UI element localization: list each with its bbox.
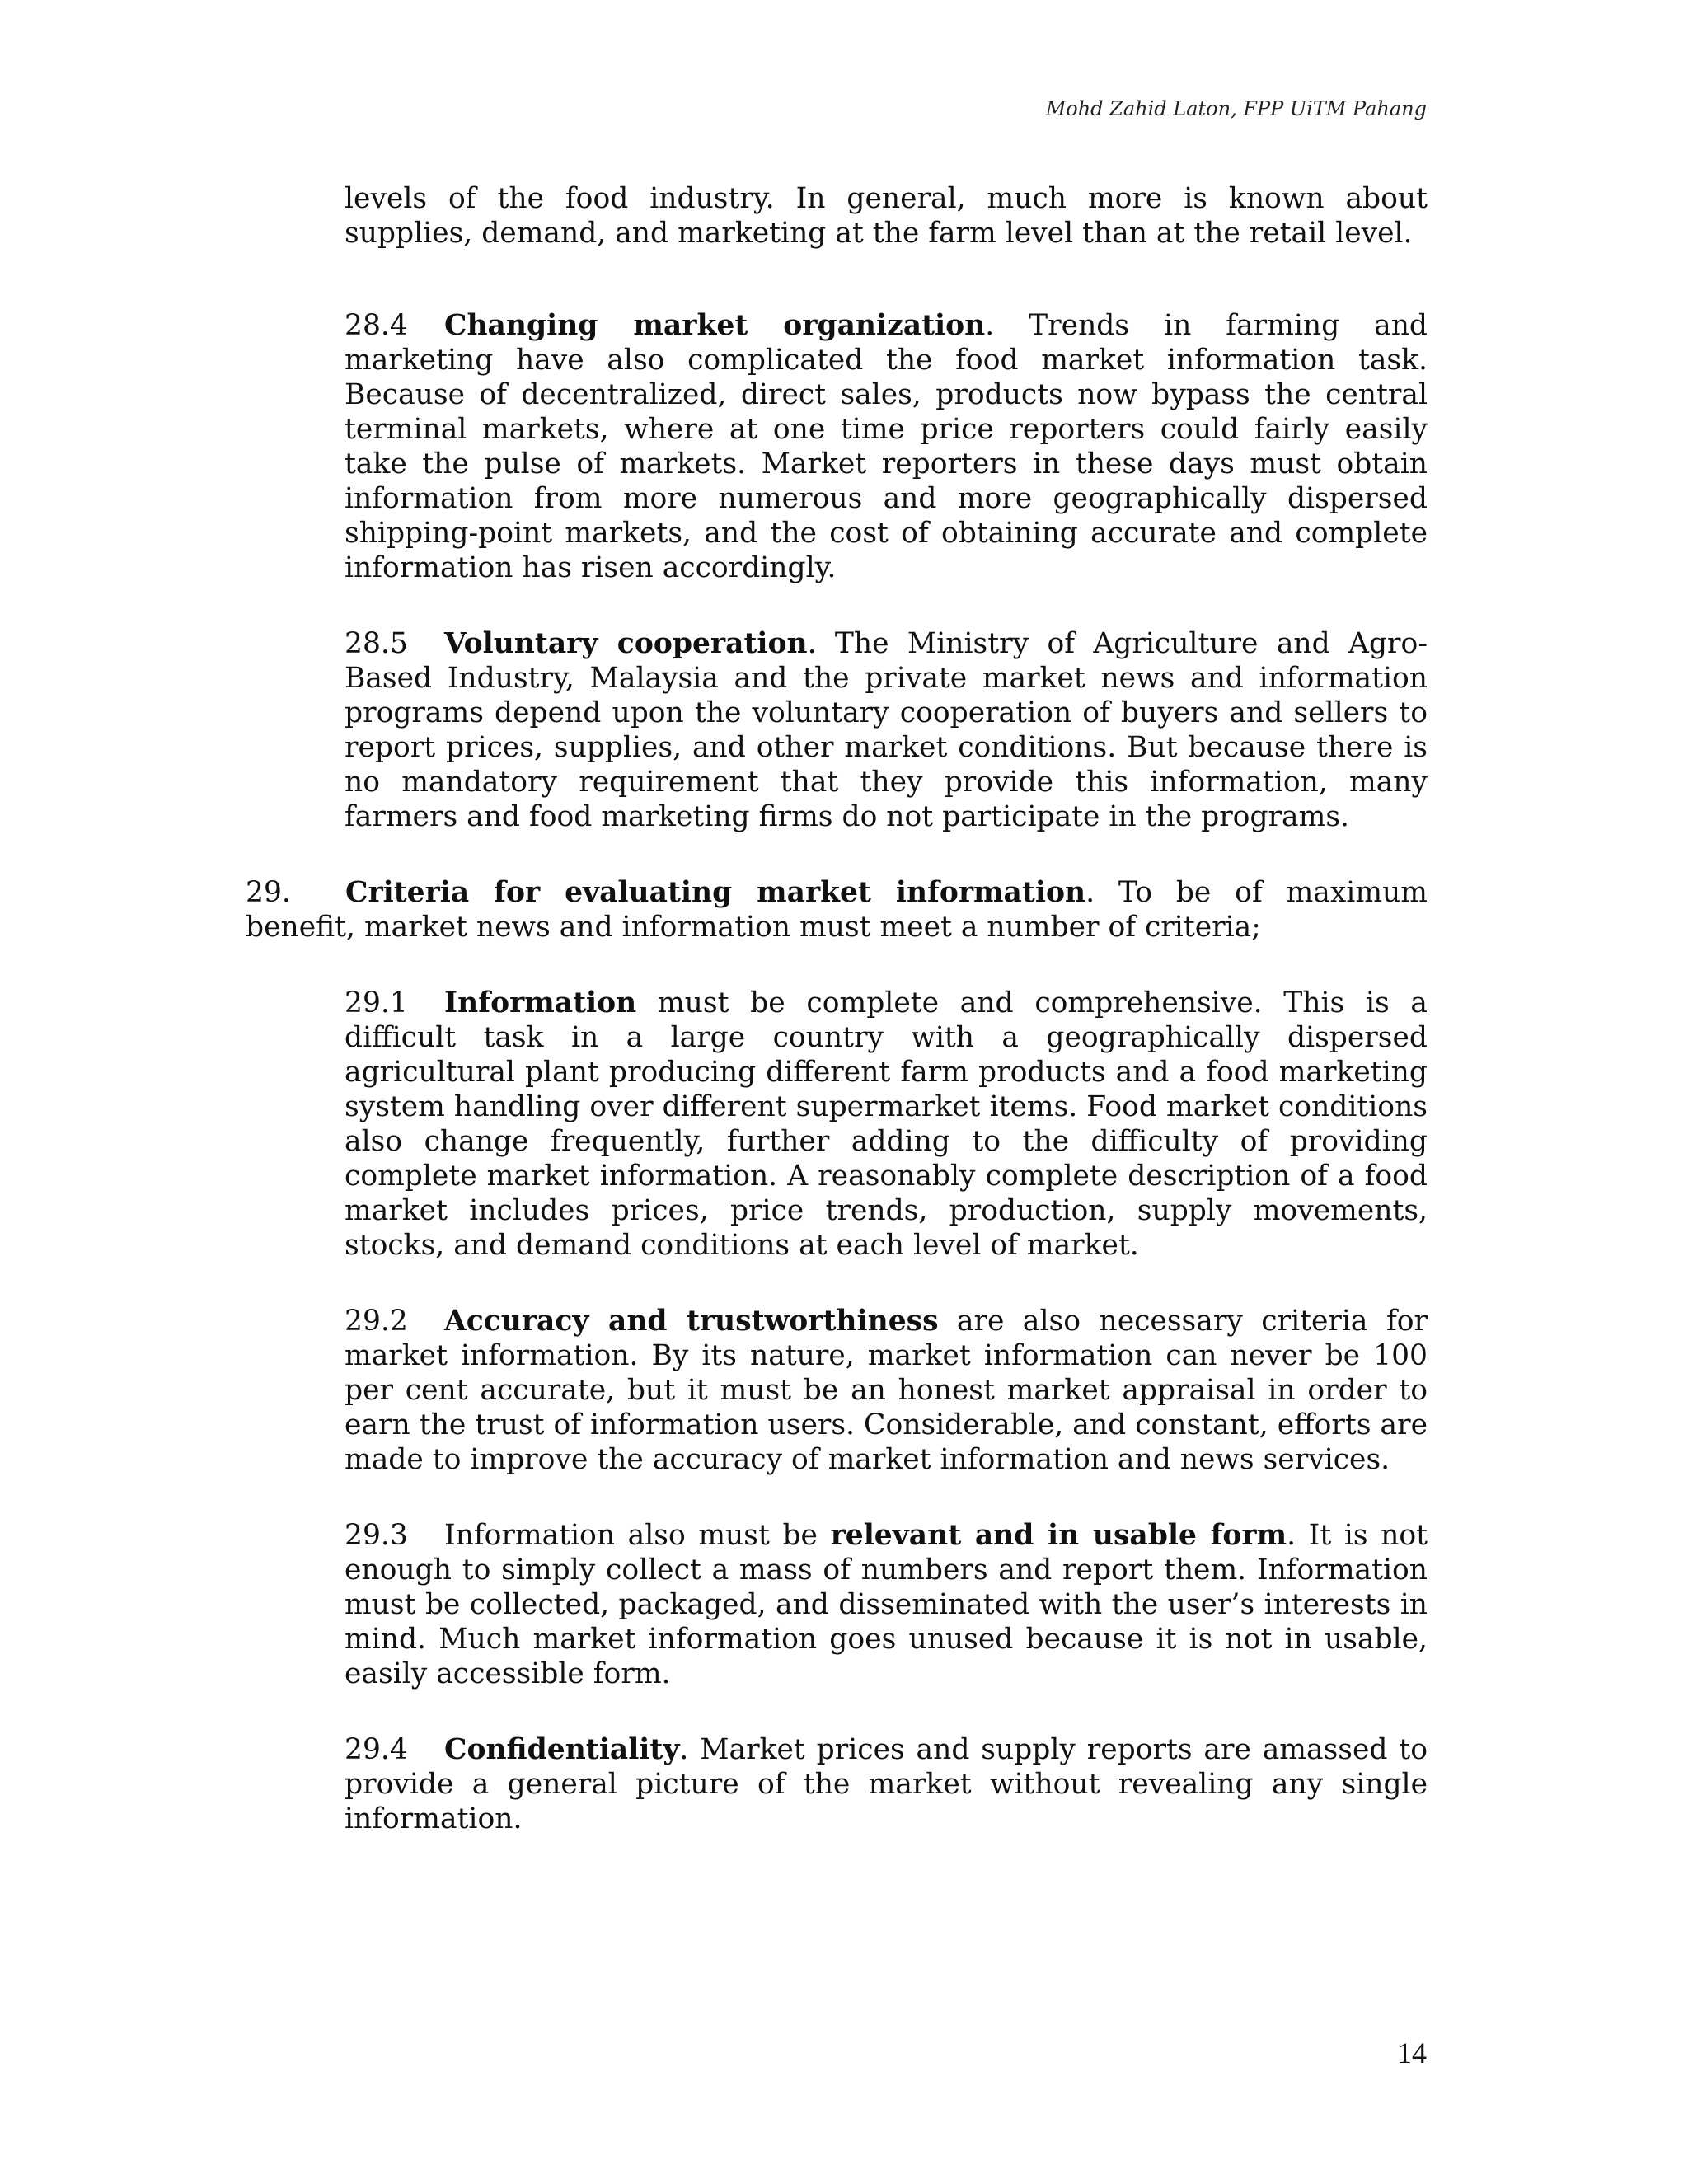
section-title: Changing market organization [444,309,986,342]
paragraph-29-4 [345,1732,1428,1836]
section-title: Information [444,987,637,1019]
section-number: 29.3 [345,1519,408,1552]
paragraph-text: . Market prices and supply reports are amassed to provide a general picture of the market without revealing any single information. [345,1733,1428,1835]
section-title: Confidentiality [444,1733,680,1766]
paragraph-29-1 [345,986,1428,1263]
paragraph-text: . Trends in farming and marketing have also complicated the food market information task. Because of decentralized, direct sales, products now bypass the central terminal markets, where at one time price reporters could fairly easily take the pulse of markets. Market reporters in these days must obtain information from more numerous and more geographically dispersed shipping-point markets, and the cost of obtaining accurate and complete information has risen accordingly. [345,309,1428,584]
paragraph-29 [246,875,1428,944]
section-title: relevant and in usable form [830,1519,1287,1552]
section-number: 29.4 [345,1733,408,1766]
section-number: 29. [246,876,291,909]
paragraph-29-2 [345,1304,1428,1477]
paragraph-29-3 [345,1518,1428,1691]
paragraph-lead-text: Information also must be [444,1519,831,1552]
running-header: Mohd Zahid Laton, FPP UiTM Pahang [1045,97,1427,120]
section-title: Criteria for evaluating market information [345,876,1086,909]
paragraph-text: . To be of maximum benefit, market news and information must meet a number of criteria; [246,876,1428,944]
paragraph-intro [345,181,1428,251]
section-number: 28.4 [345,309,408,342]
section-number: 29.1 [345,987,408,1019]
paragraph-28-4 [345,308,1428,585]
paragraph-text: . It is not enough to simply collect a mass of numbers and report them. Information must be collected, packaged, and disseminated with the user’s interests in mind. Much market information goes unused because it is not in usable, easily accessible form. [345,1519,1428,1690]
page-number: 14 [1397,2036,1427,2069]
section-title: Voluntary cooperation [444,627,808,660]
paragraph-text: levels of the food industry. In general, much more is known about supplies, demand, and marketing at the farm level than at the retail level. [345,182,1428,250]
paragraph-28-5 [345,626,1428,834]
paragraph-text: must be complete and comprehensive. This is a difficult task in a large country with a geographically dispersed agricultural plant producing different farm products and a food marketing system handling over different supermarket items. Food market conditions also change frequently, further adding to the difficulty of providing complete market information. A reasonably complete description of a food market includes prices, price trends, production, supply movements, stocks, and demand conditions at each level of market. [345,987,1428,1262]
section-number: 28.5 [345,627,408,660]
section-number: 29.2 [345,1305,408,1338]
paragraph-text: are also necessary criteria for market information. By its nature, market information can never be 100 per cent accurate, but it must be an honest market appraisal in order to earn the trust of information users. Considerable, and constant, efforts are made to improve the accuracy of market information and news services. [345,1305,1428,1476]
paragraph-text: . The Ministry of Agriculture and Agro-Based Industry, Malaysia and the private market news and information programs depend upon the voluntary cooperation of buyers and sellers to report prices, supplies, and other market conditions. But because there is no mandatory requirement that they provide this information, many farmers and food marketing firms do not participate in the programs. [345,627,1428,833]
section-title: Accuracy and trustworthiness [444,1305,939,1338]
